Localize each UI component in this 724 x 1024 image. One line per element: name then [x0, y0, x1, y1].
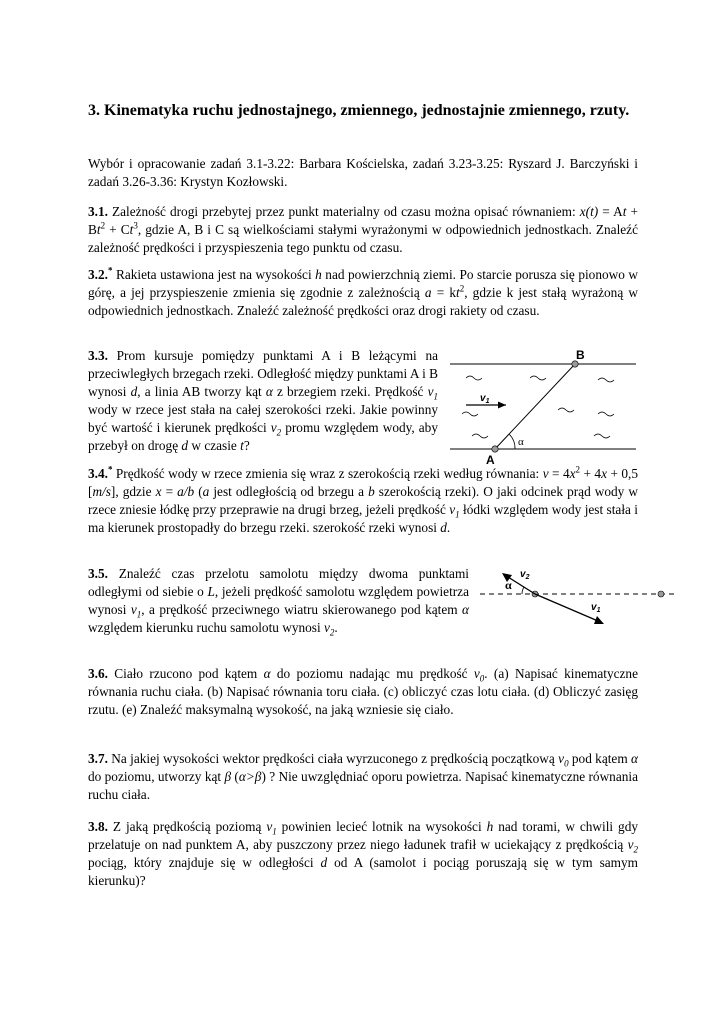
- label-a: A: [486, 453, 495, 467]
- angle-arc: [509, 434, 515, 449]
- label-alpha: α: [505, 578, 512, 592]
- label-v1: $v_1$: [591, 602, 601, 614]
- problem-3-7: 3.7. Na jakiej wysokości wektor prędkości ciała wyrzuconego z prędkością początkową $v_0$ pod kątem α do poziomu, utworzy kąt β (α>β) ? Nie uwzględniać oporu powietrza. Napisać kinematyczne równania ruchu ciała.: [88, 751, 638, 802]
- arrowhead-icon: [594, 616, 604, 624]
- end-point: [658, 591, 664, 597]
- point-a: [492, 446, 498, 452]
- problem-number: 3.8.: [88, 819, 108, 834]
- problem-number: 3.4.: [88, 466, 108, 481]
- label-v2: $v_2$: [520, 569, 530, 581]
- problem-number: 3.5.: [88, 566, 108, 581]
- problem-number: 3.3.: [88, 348, 108, 363]
- water-waves: [462, 376, 614, 438]
- problem-3-1: 3.1. Zależność drogi przebytej przez punkt materialny od czasu można opisać równaniem: $x(t) = At + Bt^2 + Ct^3$, gdzie A, B i C są wielkościami stałymi wyrażonymi w odpowiednich jednostkach. Znaleźć zależność prędkości i przyspieszenia tego punktu od czasu.: [88, 204, 638, 255]
- plane-v1-arrow: [535, 594, 598, 621]
- problem-3-3: 3.3. Prom kursuje pomiędzy punktami A i B leżącymi na przeciwległych brzegach rzeki. Odległość między punktami A i B wynosi d, a linia AB tworzy kąt α z brzegiem rzeki. Prędkość $v_1$ wody w rzece jest stała na całej szerokości rzeki. Jakie powinny być wartość i kierunek prędkości $v_2$ promu względem wody, aby przebył on drogę d w czasie t?: [88, 348, 438, 453]
- plane-wind-diagram: [478, 560, 678, 632]
- problem-3-4: 3.4.* Prędkość wody w rzece zmienia się wraz z szerokością rzeki według równania: $v = 4x^2 + 4x + 0,5$ [m/s], gdzie x = a/b (a jest odległością od brzegu a b szerokością rzeki). O jaki odcinek prąd wody w rzece zniesie łódkę przy przeprawie na drugi brzeg, jeżeli prędkość $v_1$ łódki względem wody jest stała i ma kierunek prostopadły do brzegu rzeki. szerokość rzeki wynosi d.: [88, 464, 639, 535]
- problem-3-5: 3.5. Znaleźć czas przelotu samolotu między dwoma punktami odległymi od siebie o L, jeżeli prędkość samolotu względem powietrza wynosi $v_1$, a prędkość przeciwnego wiatru skierowanego pod kątem α względem kierunku ruchu samolotu wynosi $v_2$.: [88, 566, 469, 638]
- line-ab: [495, 364, 575, 449]
- credits-paragraph: Wybór i opracowanie zadań 3.1-3.22: Barbara Kościelska, zadań 3.23-3.25: Ryszard J. Barczyński i zadań 3.26-3.36: Krystyn Kozłowski.: [88, 156, 638, 189]
- problem-3-8: 3.8. Z jaką prędkością poziomą $v_1$ powinien lecieć lotnik na wysokości h nad torami, w chwili gdy przelatuje on nad punktem A, aby puszczony przez niego ładunek trafił w uciekający z prędkością $v_2$ pociąg, który znajduje się w odległości d od A (samolot i pociąg poruszają się w tym samym kierunku)?: [88, 819, 638, 888]
- river-ferry-diagram: [448, 348, 638, 468]
- problem-3-6: 3.6. Ciało rzucono pod kątem α do poziomu nadając mu prędkość $v_0$. (a) Napisać kinematyczne równania ruchu ciała. (b) Napisać równania toru ciała. (c) obliczyć czas lotu ciała. (d) Obliczyć zasięg rzutu. (e) Znaleźć maksymalną wysokość, na jaką wzniesie się ciało.: [88, 666, 638, 717]
- problem-number: 3.6.: [88, 666, 108, 681]
- label-v1: $v_1$: [480, 393, 490, 405]
- problem-3-2: 3.2.* Rakieta ustawiona jest na wysokości h nad powierzchnią ziemi. Po starcie porusza się pionowo w górę, a jej przyspieszenie zmienia się zgodnie z zależnością $a = kt^2$, gdzie k jest stałą wyrażoną w odpowiednich jednostkach. Znaleźć zależność prędkości oraz drogi rakiety od czasu.: [88, 265, 638, 318]
- label-b: B: [576, 348, 585, 362]
- problem-number: 3.7.: [88, 751, 108, 766]
- problem-number: 3.2.: [88, 267, 108, 282]
- angle-arc: [522, 587, 524, 594]
- chapter-title: 3. Kinematyka ruchu jednostajnego, zmiennego, jednostajnie zmiennego, rzuty.: [88, 102, 630, 119]
- label-alpha: α: [518, 436, 524, 448]
- arrowhead-icon: [498, 402, 506, 409]
- problem-number: 3.1.: [88, 204, 108, 219]
